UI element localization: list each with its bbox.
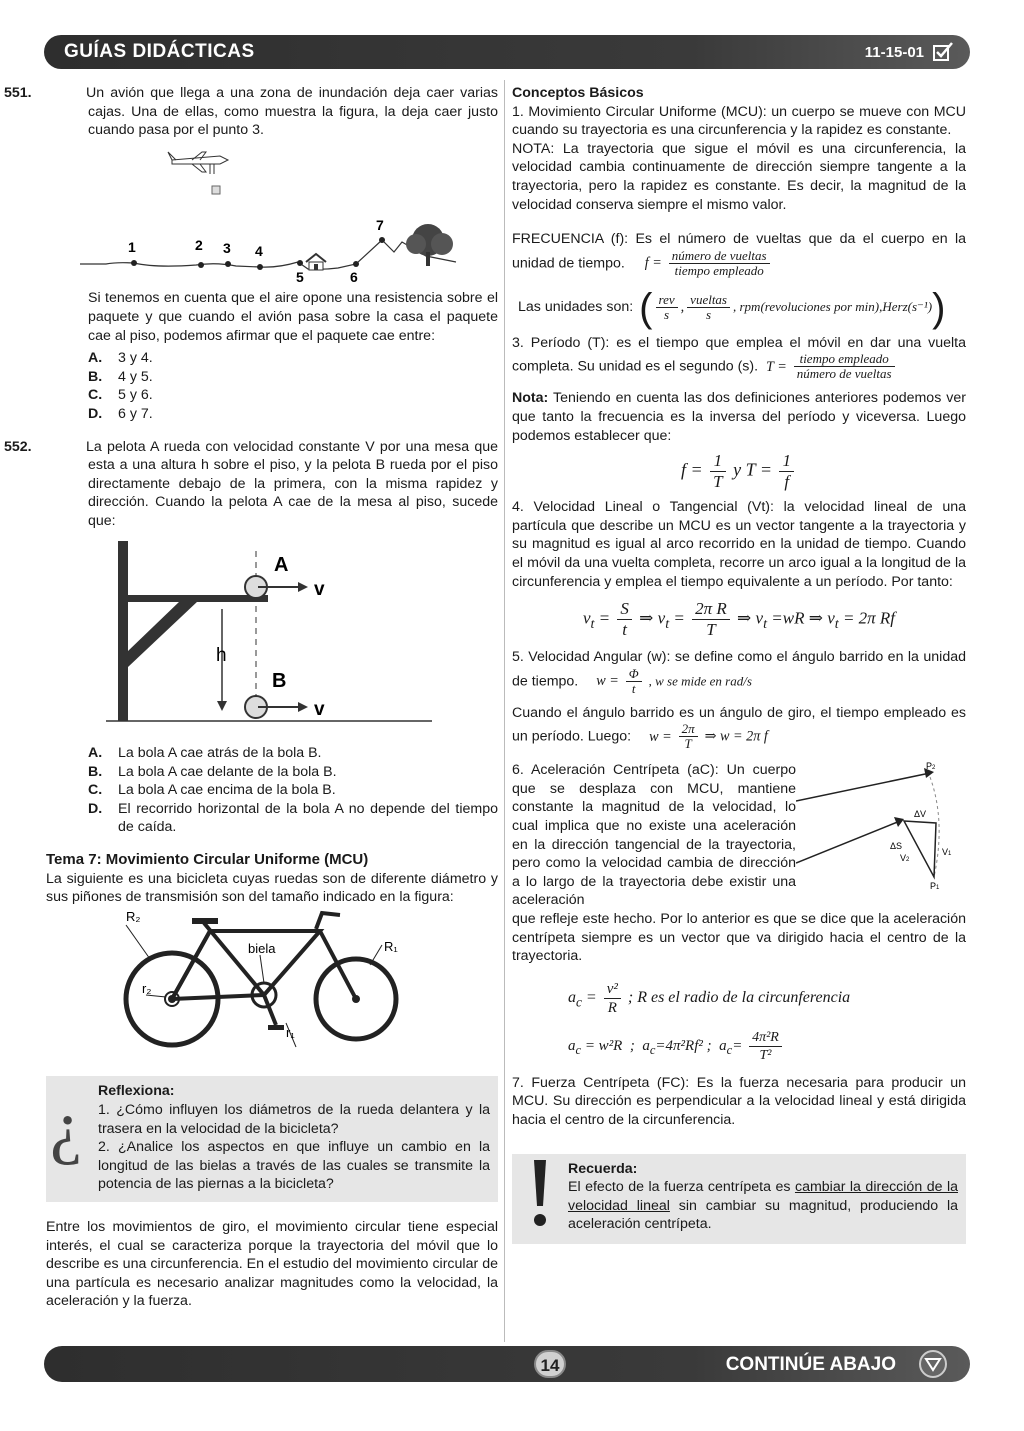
concept-5b: Cuando el ángulo barrido es un ángulo de giro, el tiempo empleado es un período. Luego: w = $\frac{2\pi}{T}$ ⇒ w = 2π f <box>512 704 966 752</box>
svg-text:V1: V1 <box>942 847 952 858</box>
recuerda-box <box>512 1154 966 1244</box>
arrow-down-icon[interactable] <box>918 1349 948 1379</box>
package <box>212 186 220 194</box>
header-banner <box>44 35 970 69</box>
header-title: GUÍAS DIDÁCTICAS <box>64 41 255 62</box>
house-icon <box>306 254 326 270</box>
airplane-icon <box>168 152 228 174</box>
recuerda-text: El efecto de la fuerza centrípeta es cambiar la dirección de la velocidad lineal sin cambiar su magnitud, produciendo la aceleración centrípeta. <box>568 1179 958 1233</box>
option-b[interactable]: B. 4 y 5. <box>88 368 153 385</box>
concept-6b: que refleje este hecho. Por lo anterior es que se dice que la aceleración centrípeta siempre es un vector que va dirigido hacia el centro de la trayectoria. <box>512 911 966 965</box>
formula-vt: $v_t$ = $\frac{S}{t}$ ⇒ $v_t$ = $\frac{\text{2π R}}{T}$ ⇒ $v_t =wR$ ⇒ $v_t = 2\pi$ Rf <box>582 599 896 640</box>
question-text: Un avión que llega a una zona de inundación deja caer varias cajas. Una de ellas, como muestra la figura, la deja caer justo cuando pasa por el punto 3. <box>86 85 498 139</box>
tema-title: Tema 7: Movimiento Circular Uniforme (MCU) <box>46 851 369 869</box>
periodo-text: 3. Período (T): es el tiempo que emplea el móvil en dar una vuelta completa. Su unidad es el segundo (s). T = $\frac{\text{tiempo empleado}}{\text{número de vueltas}}$ <box>512 334 966 382</box>
formula-ac: $a_c$ = $\frac{\text{v²}}{R}$ ; R es el radio de la circunferencia <box>568 980 851 1016</box>
nota-2: Nota: Teniendo en cuenta las dos definiciones anteriores podemos ver que tanto la frecuencia es la inversa del período y viceversa. Luego podemos establecer que: <box>512 390 966 444</box>
question-number: 552. <box>4 438 32 455</box>
question-text-2: Si tenemos en cuenta que el aire opone una resistencia sobre el paquete y que cuando el avión pasa sobre la casa el paquete cae al piso, podemos afirmar que el paquete cae entre: <box>88 290 498 344</box>
option-c[interactable]: C. La bola A cae encima de la bola B. <box>88 782 336 799</box>
frecuencia-text: FRECUENCIA (f): Es el número de vueltas que da el cuerpo en la unidad de tiempo. f = $\frac{\text{número de vueltas}}{\text{tiempo empleado}}$ <box>512 231 966 278</box>
tema-7 <box>46 851 498 1064</box>
right-column <box>512 84 966 1244</box>
concept-6: 6. Aceleración Centrípeta (aC): Un cuerpo que se desplaza con MCU, mantiene constante la magnitud de la velocidad, lo cual implica que no existe una aceleración en la dirección tangencial de la trayectoria, pero como la velocidad cambia de dirección a lo largo de la trayectoria debe existir una aceleración <box>512 762 796 909</box>
option-d[interactable]: D. El recorrido horizontal de la bola A no depende del tiempo de caída. <box>88 800 498 836</box>
left-column <box>4 84 498 1311</box>
point-6: 6 <box>350 268 358 284</box>
ball-a-label: A <box>274 553 289 576</box>
guide-code: 11-15-01 <box>864 44 924 61</box>
checkbox-icon <box>932 41 954 63</box>
option-c[interactable]: C. 5 y 6. <box>88 387 153 404</box>
conceptos-title: Conceptos Básicos <box>512 85 644 101</box>
formula-f-T: f = $\frac{1}{T}$ y T = $\frac{1}{f}$ <box>512 451 966 492</box>
f-numerator: número de vueltas <box>669 249 770 264</box>
vector-diagram <box>796 761 962 891</box>
question-552 <box>4 438 498 838</box>
page-number: 14 <box>534 1350 566 1378</box>
unidades-row: Las unidades son: ( $\frac{\text{rev}}{s}$ , $\frac{\text{vueltas}}{s}$ , rpm(revoluciones por min),Herz(s⁻¹) ) <box>518 285 946 330</box>
svg-text:ΔV: ΔV <box>914 809 927 820</box>
f-denominator: tiempo empleado <box>674 262 764 278</box>
table-balls-figure <box>46 535 498 735</box>
reflexiona-title: Reflexiona: <box>98 1083 175 1100</box>
velocity-a-label: v <box>314 578 325 600</box>
point-7: 7 <box>376 216 384 233</box>
concept-1: 1. Movimiento Circular Uniforme (MCU): un cuerpo se mueve con MCU cuando su trayectoria es una circunferencia y la rapidez es constante. <box>512 103 966 139</box>
concept-6-row <box>512 761 966 910</box>
svg-text:V2: V2 <box>900 853 910 864</box>
bicycle-figure <box>46 907 498 1059</box>
options-list <box>46 349 498 423</box>
exclamation-icon <box>532 1160 548 1230</box>
concept-4: 4. Velocidad Lineal o Tangencial (Vt): la velocidad lineal de una partícula que describe un MCU es un vector tangente a la trayectoria y su magnitud es igual al arco recorrido en la unidad de tiempo. Cuando el móvil da una vuelta completa, recorre un arco igual a la longitud de la circunferencia y emplea el tiempo equivalente a un período. Por tanto: <box>512 499 966 590</box>
intro-paragraph: Entre los movimientos de giro, el movimiento circular tiene especial interés, el cual se caracteriza porque la trayectoria del móvil que lo describe es una circunferencia. En el estudio del movimiento circular de una partícula es necesario analizar magnitudes como la velocidad, la aceleración y la fuerza. <box>46 1219 498 1310</box>
terrain-figure <box>46 144 498 284</box>
point-4: 4 <box>255 242 263 259</box>
point-3: 3 <box>223 239 231 256</box>
continue-label[interactable]: CONTINÚE ABAJO <box>725 1354 896 1375</box>
question-text: La pelota A rueda con velocidad constante V por una mesa que esta a una altura h sobre el piso, y la pelota B rueda por el piso directamente debajo de la primera, con la misma rapidez y dirección. Cuando la pelota A cae de la mesa al piso, sucede que: <box>86 438 498 529</box>
ball-b-label: B <box>272 669 287 692</box>
formula-ac-2: $a_c = w^2R$ ; $a_c=4\pi^2Rf^2$ ; $a_c=$ $\frac{\text{4π²R}}{\text{T²}}$ <box>568 1029 966 1064</box>
option-d[interactable]: D. 6 y 7. <box>88 405 153 422</box>
label-R1: R₁ <box>384 938 398 954</box>
label-R2: R₂ <box>126 908 141 924</box>
recuerda-title: Recuerda: <box>568 1160 638 1177</box>
footer-banner <box>44 1346 970 1382</box>
height-label: h <box>216 644 227 666</box>
reflexiona-box <box>46 1076 498 1202</box>
label-r1: r₁ <box>286 1024 295 1040</box>
label-r2: r₂ <box>142 980 152 996</box>
svg-text:P2: P2 <box>926 761 936 772</box>
point-1: 1 <box>128 238 136 255</box>
concept-7: 7. Fuerza Centrípeta (FC): Es la fuerza necesaria para producir un MCU. Su dirección es perpendicular a la velocidad lineal y está dirigida hacia el centro de la circunferencia. <box>512 1074 966 1128</box>
option-a[interactable]: A. 3 y 4. <box>88 350 153 367</box>
option-b[interactable]: B. La bola A cae delante de la bola B. <box>88 763 337 780</box>
velocity-b-label: v <box>314 698 325 720</box>
option-a[interactable]: A. La bola A cae atrás de la bola B. <box>88 745 322 762</box>
tema-text: La siguiente es una bicicleta cuyas ruedas son de diferente diámetro y sus piñones de transmisión son del tamaño indicado en la figura: <box>46 870 498 906</box>
question-mark-icon: ¿ <box>50 1086 82 1167</box>
reflexiona-q1: 1. ¿Cómo influyen los diámetros de la rueda delantera y la trasera en la velocidad de la bicicleta? <box>98 1102 490 1137</box>
reflexiona-q2: 2. ¿Analice los aspectos en que influye un cambio en la longitud de las bielas a través de las cuales se transmite la potencia de las piernas a la bicicleta? <box>98 1139 490 1193</box>
question-number: 551. <box>4 85 32 101</box>
label-biela: biela <box>248 940 276 956</box>
question-551 <box>4 84 498 424</box>
point-2: 2 <box>195 236 203 253</box>
point-5: 5 <box>296 268 304 284</box>
svg-text:P1: P1 <box>930 881 940 892</box>
nota-1: NOTA: La trayectoria que sigue el móvil es una circunferencia, la velocidad cambia continuamente de dirección siempre tangente a la trayectoria, pero la rapidez es constante. Es decir, la magnitud de la velocidad conserva siempre el mismo valor. <box>512 140 966 213</box>
svg-text:ΔS: ΔS <box>890 841 903 852</box>
concept-5: 5. Velocidad Angular (w): se define como el ángulo barrido en la unidad de tiempo. w = $\frac{\Phi}{t}$ , w se mide en rad/s <box>512 649 966 696</box>
options-list <box>46 744 498 837</box>
column-divider <box>504 80 505 1342</box>
